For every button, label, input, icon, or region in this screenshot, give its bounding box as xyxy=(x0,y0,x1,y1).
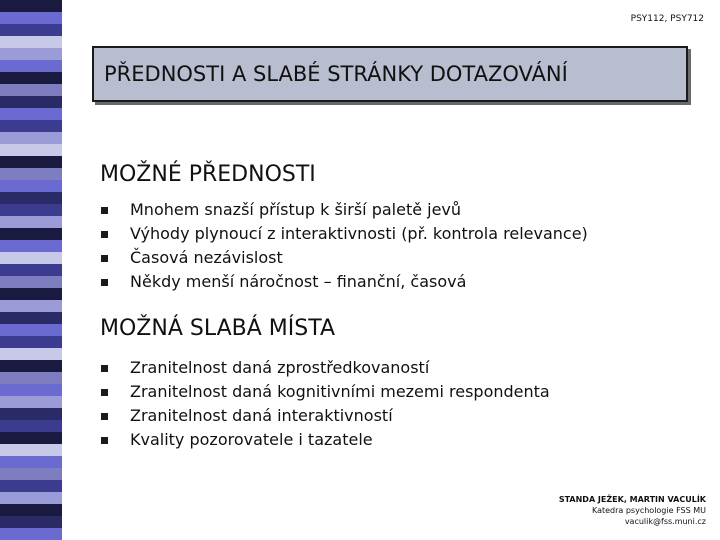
stripe-block xyxy=(0,492,62,504)
footer-department: Katedra psychologie FSS MU xyxy=(591,506,706,515)
slide-title: PŘEDNOSTI A SLABÉ STRÁNKY DOTAZOVÁNÍ xyxy=(104,62,568,86)
stripe-block xyxy=(0,432,62,444)
list-item: Zranitelnost daná kognitivními mezemi respondenta xyxy=(100,380,700,404)
stripe-block xyxy=(0,156,62,168)
stripe-block xyxy=(0,444,62,456)
stripe-block xyxy=(0,324,62,336)
list-item: Někdy menší náročnost – finanční, časová xyxy=(100,270,700,294)
stripe-block xyxy=(0,168,62,180)
stripe-block xyxy=(0,312,62,324)
list-item: Zranitelnost daná zprostředkovaností xyxy=(100,356,700,380)
stripe-block xyxy=(0,108,62,120)
stripe-block xyxy=(0,204,62,216)
stripe-block xyxy=(0,120,62,132)
square-bullet-icon xyxy=(101,365,108,372)
stripe-block xyxy=(0,396,62,408)
list-item: Výhody plynoucí z interaktivnosti (př. kontrola relevance) xyxy=(100,222,700,246)
author-footer xyxy=(559,494,706,527)
course-code: PSY112, PSY712 xyxy=(630,14,704,24)
stripe-block xyxy=(0,504,62,516)
stripe-block xyxy=(0,48,62,60)
stripe-block xyxy=(0,384,62,396)
stripe-block xyxy=(0,240,62,252)
footer-email: vaculik@fss.muni.cz xyxy=(624,517,706,526)
square-bullet-icon xyxy=(101,207,108,214)
strengths-list xyxy=(100,198,700,294)
slide-title-box xyxy=(92,46,688,102)
stripe-block xyxy=(0,0,62,12)
decorative-left-stripe xyxy=(0,0,62,540)
stripe-block xyxy=(0,516,62,528)
stripe-block xyxy=(0,72,62,84)
section-heading-weaknesses: MOŽNÁ SLABÁ MÍSTA xyxy=(100,316,335,341)
stripe-block xyxy=(0,12,62,24)
list-item: Kvality pozorovatele i tazatele xyxy=(100,428,700,452)
stripe-block xyxy=(0,36,62,48)
stripe-block xyxy=(0,528,62,540)
stripe-block xyxy=(0,96,62,108)
stripe-block xyxy=(0,372,62,384)
list-item: Zranitelnost daná interaktivností xyxy=(100,404,700,428)
stripe-block xyxy=(0,180,62,192)
stripe-block xyxy=(0,468,62,480)
stripe-block xyxy=(0,408,62,420)
stripe-block xyxy=(0,264,62,276)
stripe-block xyxy=(0,288,62,300)
list-item: Mnohem snazší přístup k širší paletě jevů xyxy=(100,198,700,222)
footer-authors: STANDA JEŽEK, MARTIN VACULÍK xyxy=(558,495,706,504)
section-heading-strengths: MOŽNÉ PŘEDNOSTI xyxy=(100,162,316,187)
stripe-block xyxy=(0,276,62,288)
square-bullet-icon xyxy=(101,255,108,262)
stripe-block xyxy=(0,252,62,264)
stripe-block xyxy=(0,192,62,204)
square-bullet-icon xyxy=(101,279,108,286)
stripe-block xyxy=(0,216,62,228)
stripe-block xyxy=(0,144,62,156)
stripe-block xyxy=(0,336,62,348)
stripe-block xyxy=(0,84,62,96)
square-bullet-icon xyxy=(101,413,108,420)
list-item: Časová nezávislost xyxy=(100,246,700,270)
stripe-block xyxy=(0,348,62,360)
stripe-block xyxy=(0,456,62,468)
weaknesses-list xyxy=(100,356,700,452)
stripe-block xyxy=(0,300,62,312)
stripe-block xyxy=(0,60,62,72)
stripe-block xyxy=(0,132,62,144)
stripe-block xyxy=(0,24,62,36)
square-bullet-icon xyxy=(101,437,108,444)
stripe-block xyxy=(0,360,62,372)
stripe-block xyxy=(0,228,62,240)
stripe-block xyxy=(0,480,62,492)
square-bullet-icon xyxy=(101,389,108,396)
square-bullet-icon xyxy=(101,231,108,238)
stripe-block xyxy=(0,420,62,432)
